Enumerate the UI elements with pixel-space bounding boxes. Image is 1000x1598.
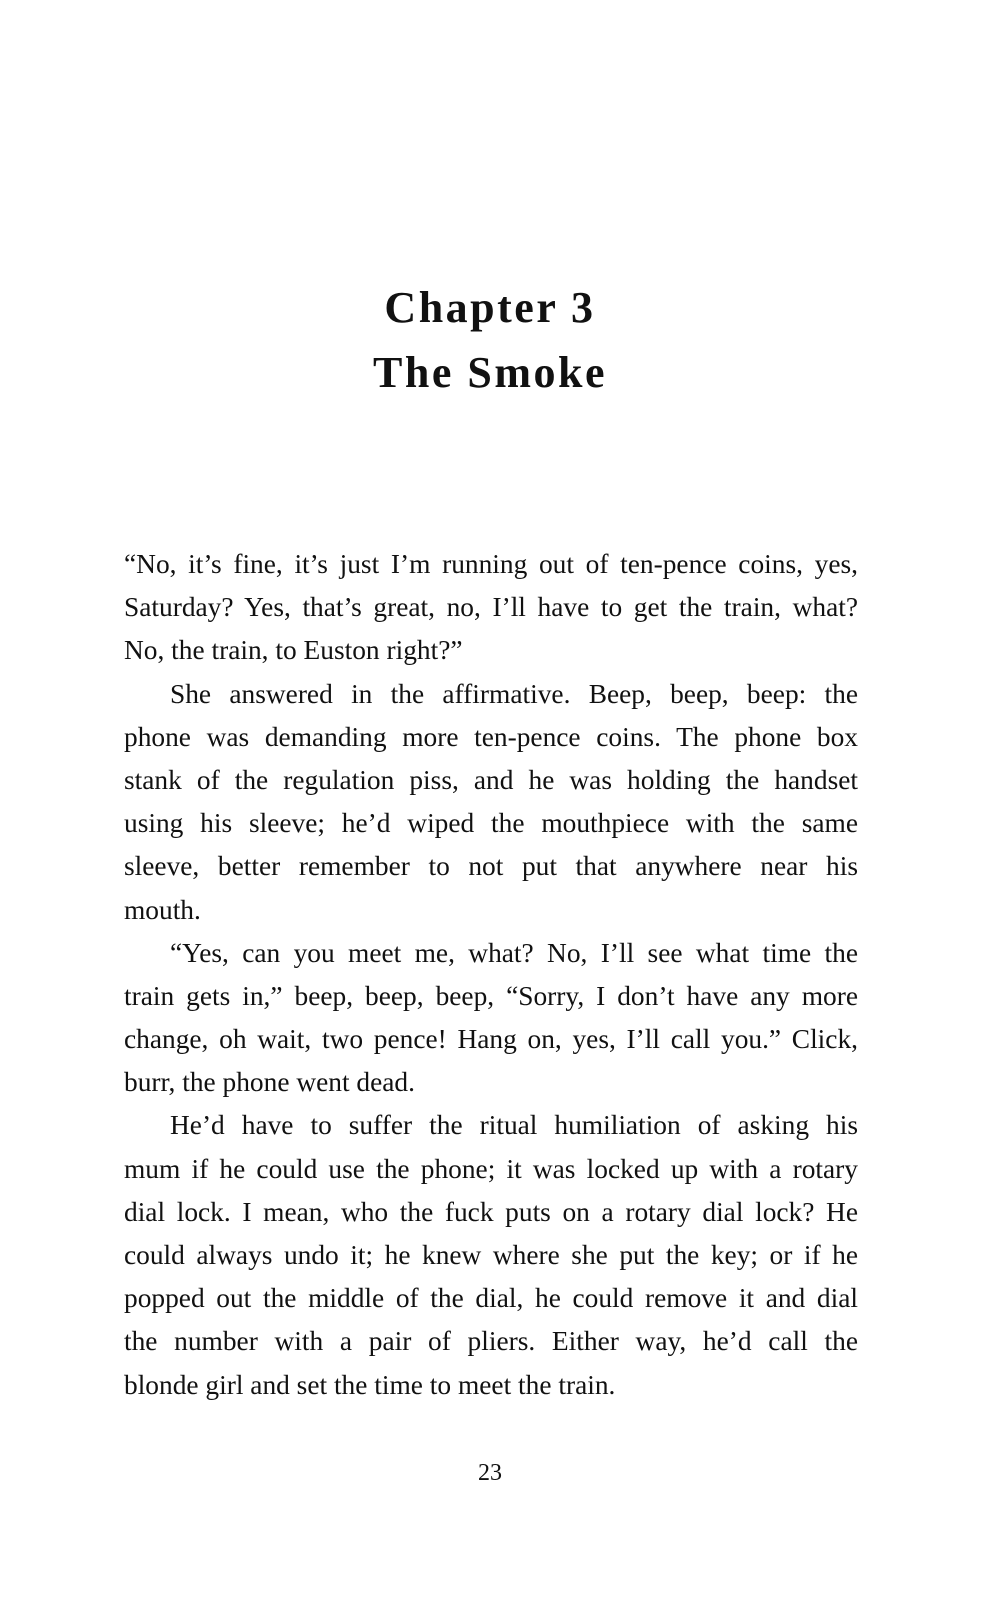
- text-line: Saturday? Yes, that’s great, no, I’ll have to get the train, what?: [124, 592, 858, 623]
- text-line: popped out the middle of the dial, he could remove it and dial: [124, 1283, 858, 1314]
- paragraph: [124, 673, 858, 932]
- text-line: blonde girl and set the time to meet the train.: [124, 1369, 616, 1400]
- text-line: sleeve, better remember to not put that anywhere near his: [124, 851, 858, 882]
- text-line: No, the train, to Euston right?”: [124, 635, 463, 666]
- text-line: could always undo it; he knew where she put the key; or if he: [124, 1240, 858, 1270]
- text-line: burr, the phone went dead.: [124, 1067, 415, 1098]
- page-number: 23: [478, 1460, 502, 1486]
- text-line: phone was demanding more ten-pence coins. The phone box: [124, 721, 858, 752]
- text-line: stank of the regulation piss, and he was holding the handset: [124, 764, 858, 795]
- paragraph: [124, 932, 858, 1105]
- text-line: “Yes, can you meet me, what? No, I’ll see what time the: [170, 937, 858, 968]
- paragraph: [124, 543, 858, 673]
- text-line: dial lock. I mean, who the fuck puts on a rotary dial lock? He: [124, 1196, 858, 1227]
- text-line: change, oh wait, two pence! Hang on, yes, I’ll call you.” Click,: [124, 1024, 858, 1055]
- text-line: the number with a pair of pliers. Either way, he’d call the: [124, 1326, 858, 1357]
- text-line: She answered in the affirmative. Beep, beep, beep: the: [170, 678, 858, 709]
- text-line: “No, it’s fine, it’s just I’m running out of ten-pence coins, yes,: [124, 549, 858, 579]
- paragraph: [124, 1104, 858, 1406]
- chapter-number: Chapter 3: [384, 283, 596, 332]
- text-line: train gets in,” beep, beep, beep, “Sorry, I don’t have any more: [124, 980, 858, 1011]
- text-line: mouth.: [124, 894, 201, 925]
- text-line: using his sleeve; he’d wiped the mouthpiece with the same: [124, 808, 858, 839]
- chapter-body: [124, 543, 858, 1407]
- text-line: mum if he could use the phone; it was locked up with a rotary: [124, 1153, 858, 1184]
- chapter-title: The Smoke: [373, 348, 607, 397]
- text-line: He’d have to suffer the ritual humiliation of asking his: [170, 1110, 858, 1141]
